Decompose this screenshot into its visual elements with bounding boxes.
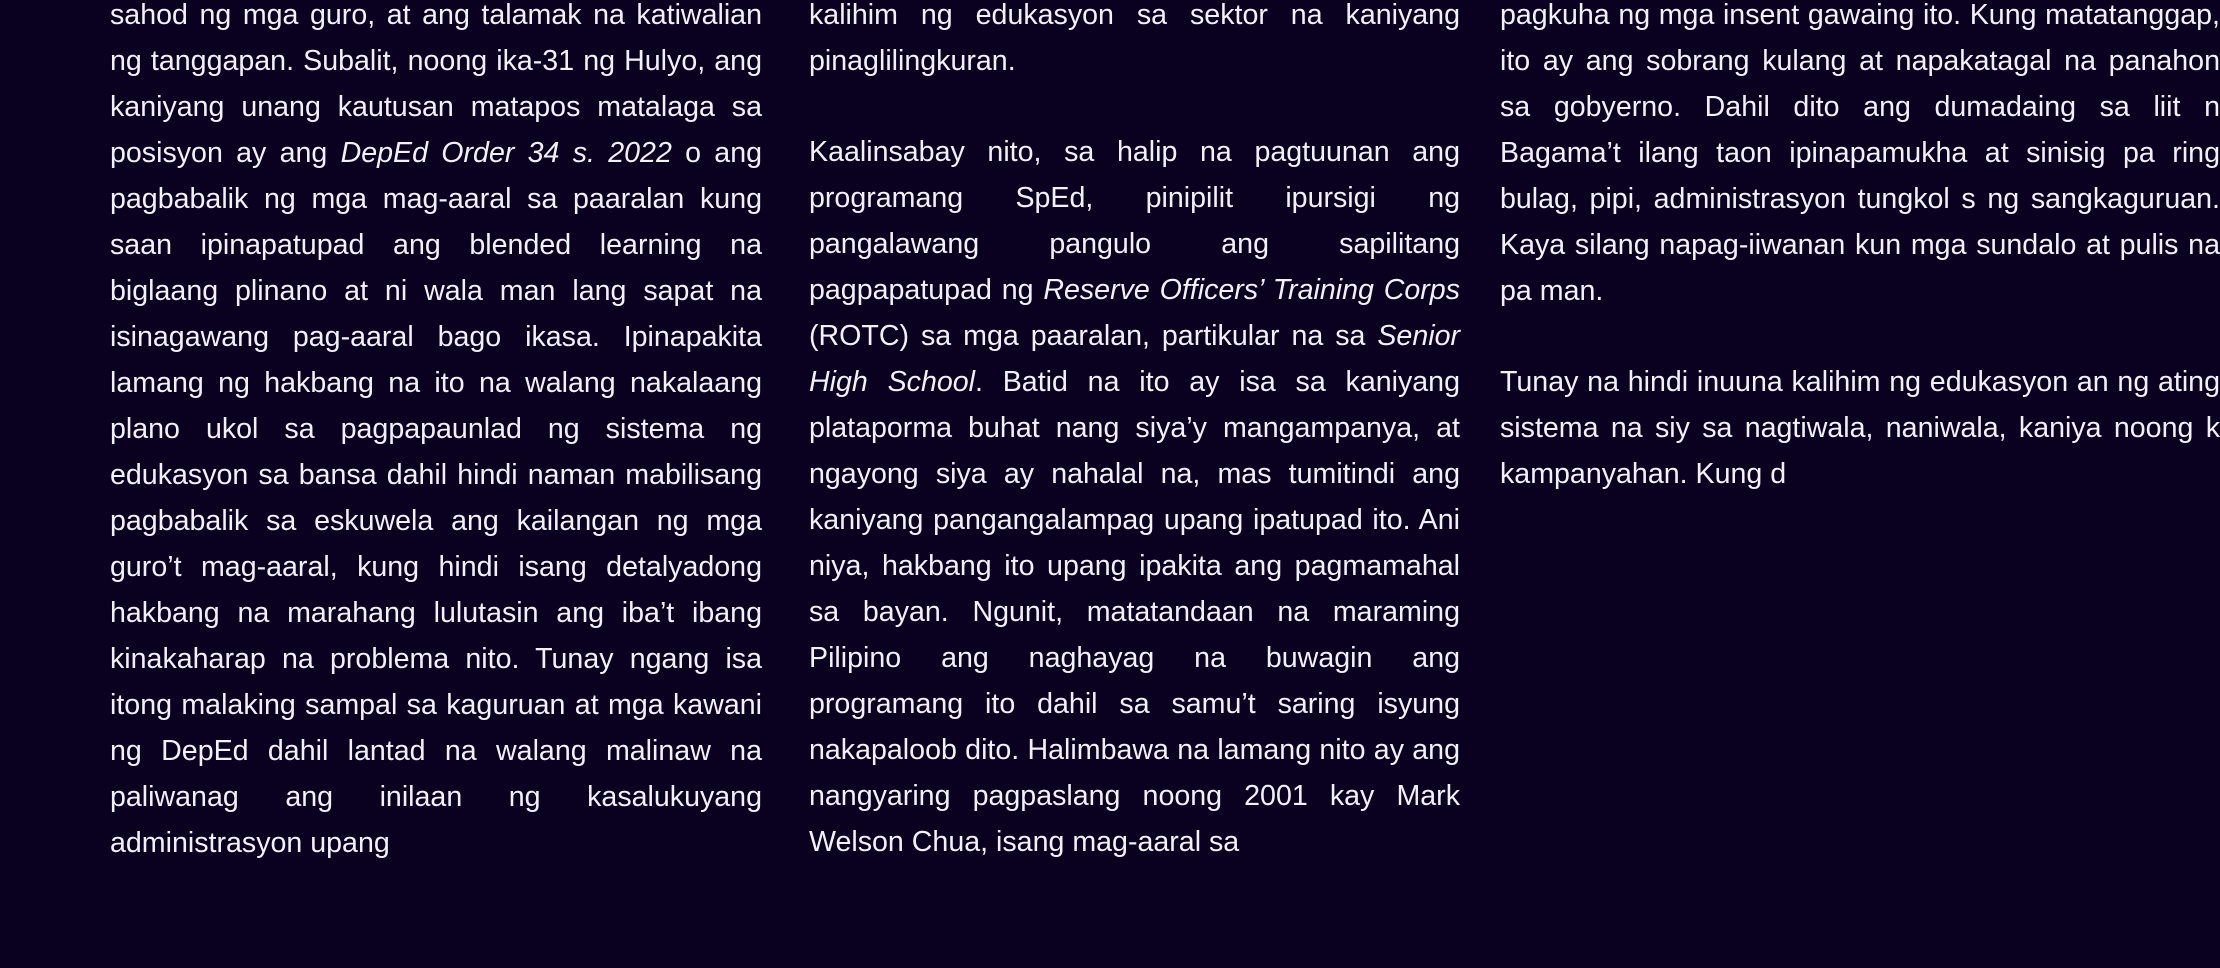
article-column-right xyxy=(1500,0,2220,542)
paragraph: Tunay na hindi inuuna kalihim ng edukasyon an ng ating sistema na siy sa nagtiwala, naniwala, kaniya noong k kampanyahan. Kung d xyxy=(1500,366,2220,490)
italic-term: Reserve Officers’ Training Corps xyxy=(1043,274,1460,306)
article-column-left xyxy=(110,0,762,911)
article-column-middle xyxy=(809,0,1460,910)
paragraph: kalihim ng edukasyon sa sektor na kaniyang pinaglilingkuran. xyxy=(809,0,1460,77)
italic-term: Senior High School xyxy=(809,320,1460,398)
italic-term: DepEd Order 34 s. 2022 xyxy=(340,137,672,169)
paragraph: pagkuha ng mga insent gawaing ito. Kung matatanggap, ito ay ang sobrang kulang at napakatagal na panahon sa gobyerno. Dahil dito ang dumadaing sa liit n Bagama’t ilang taon ipinapamukha at sinisig pa ring bulag, pipi, administrasyon tungkol s ng sangkaguruan. Kaya silang napag-iiwanan kun mga sundalo at pulis na pa man. xyxy=(1500,0,2220,307)
paragraph: Kaalinsabay nito, sa halip na pagtuunan ang programang SpEd, pinipilit ipursigi ng pangalawang pangulo ang sapilitang pagpapatupad ng Reserve Officers’ Training Corps (ROTC) sa mga paaralan, partikular na sa Senior High School. Batid na ito ay isa sa kaniyang plataporma buhat nang siya’y mangampanya, at ngayong siya ay nahalal na, mas tumitindi ang kaniyang pangangalampag upang ipatupad ito. Ani niya, hakbang ito upang ipakita ang pagmamahal sa bayan. Ngunit, matatandaan na maraming Pilipino ang naghayag na buwagin ang programang ito dahil sa samu’t saring isyung nakapaloob dito. Halimbawa na lamang nito ay ang nangyaring pagpaslang noong 2001 kay Mark Welson Chua, isang mag-aaral sa xyxy=(809,136,1460,858)
paragraph: sahod ng mga guro, at ang talamak na katiwalian ng tanggapan. Subalit, noong ika-31 ng Hulyo, ang kaniyang unang kautusan matapos matalaga sa posisyon ay ang DepEd Order 34 s. 2022 o ang pagbabalik ng mga mag-aaral sa paaralan kung saan ipinapatupad ang blended learning na biglaang plinano at ni wala man lang sapat na isinagawang pag-aaral bago ikasa. Ipinapakita lamang ng hakbang na ito na walang nakalaang plano ukol sa pagpapaunlad ng sistema ng edukasyon sa bansa dahil hindi naman mabilisang pagbabalik sa eskuwela ang kailangan ng mga guro’t mag-aaral, kung hindi isang detalyadong hakbang na marahang lulutasin ang iba’t ibang kinakaharap na problema nito. Tunay ngang isa itong malaking sampal sa kaguruan at mga kawani ng DepEd dahil lantad na walang malinaw na paliwanag ang inilaan ng kasalukuyang administrasyon upang xyxy=(110,0,762,859)
